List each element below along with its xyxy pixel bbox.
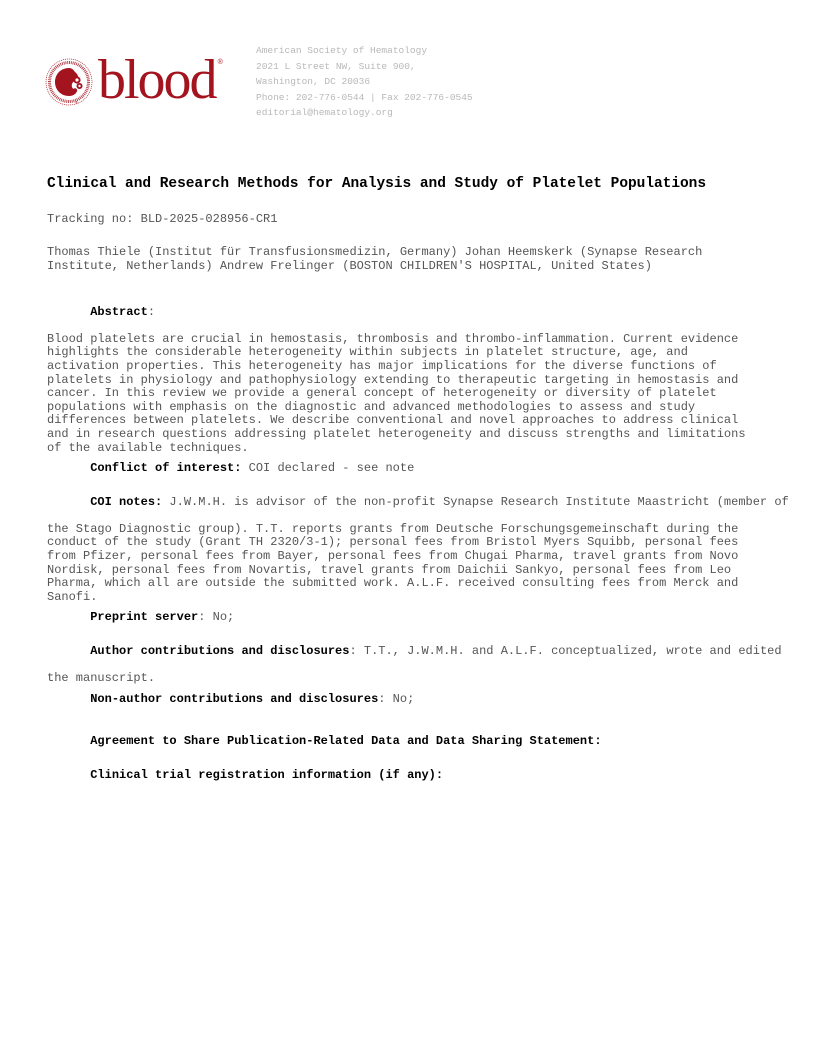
tracking-number-text: Tracking no: BLD-2025-028956-CR1 xyxy=(47,212,278,226)
non-author-contributions-label: Non-author contributions and disclosures xyxy=(90,691,379,706)
author-list xyxy=(47,246,702,273)
preprint-server-value: No; xyxy=(205,609,235,624)
abstract-line: cancer. In this review we provide a general concept of heterogeneity or diversity of platelet xyxy=(47,386,717,401)
coi-notes-line: Pharma, which all are outside the submitted work. A.L.F. received consulting fees from Merck and xyxy=(47,576,739,591)
address-line-phone-fax: Phone: 202-776-0544 | Fax 202-776-0545 xyxy=(256,91,473,103)
address-line-city: Washington, DC 20036 xyxy=(256,76,371,87)
svg-text:®: ® xyxy=(75,100,78,105)
abstract-line: differences between platelets. We describe conventional and novel approaches to address clinical xyxy=(47,413,739,428)
coi-notes-line: from Pfizer, personal fees from Bayer, personal fees from Chugai Pharma, travel grants from Novo xyxy=(47,548,739,563)
abstract-label: Abstract xyxy=(90,304,148,319)
abstract-line: highlights the considerable heterogeneity within subjects in platelet structure, age, and xyxy=(47,345,688,360)
preprint-server-label: Preprint server xyxy=(90,609,199,624)
address-line-street: 2021 L Street NW, Suite 900, xyxy=(256,60,416,72)
blood-journal-logo xyxy=(44,49,240,111)
data-sharing-label: Agreement to Share Publication-Related Data and Data Sharing Statement xyxy=(90,733,595,748)
coi-notes-text: J.W.M.H. is advisor of the non-profit Synapse Research Institute Maastricht (member of xyxy=(162,494,789,509)
abstract-line: platelets in physiology and pathophysiology extending to therapeutic targeting in hemostasis and xyxy=(47,372,739,387)
author-contributions-line: the manuscript. xyxy=(47,670,156,685)
address-line-email[interactable]: editorial@hematology.org xyxy=(256,107,393,118)
abstract-line: activation properties. This heterogeneity has major implications for the diverse functions of xyxy=(47,358,717,373)
clinical-trial-section xyxy=(47,755,443,796)
conflict-of-interest-value: COI declared - see note xyxy=(241,460,415,475)
coi-notes-line: conduct of the study (Grant TH 2320/3-1); personal fees from Bristol Myers Squibb, personal fees xyxy=(47,535,739,550)
abstract-line: populations with emphasis on the diagnostic and advanced methodologies to assess and study xyxy=(47,399,696,414)
conflict-of-interest-label: Conflict of interest: xyxy=(90,460,242,475)
non-author-contributions-value: No; xyxy=(385,691,415,706)
author-contributions-text: T.T., J.W.M.H. and A.L.F. conceptualized, wrote and edited xyxy=(356,643,782,658)
ash-seal-icon xyxy=(44,57,94,107)
author-line: Institute, Netherlands) Andrew Frelinger (BOSTON CHILDREN'S HOSPITAL, United States) xyxy=(47,258,652,273)
coi-notes-line: Sanofi. xyxy=(47,589,98,604)
abstract-line: Blood platelets are crucial in hemostasis, thrombosis and thrombo-inflammation. Current evidence xyxy=(47,331,739,346)
author-contributions-colon: : xyxy=(349,643,357,658)
coi-notes-line: Nordisk, personal fees from Novartis, travel grants from Daichii Sankyo, personal fees from Leo xyxy=(47,562,732,577)
clinical-trial-label: Clinical trial registration information (if any): xyxy=(90,767,444,782)
author-contributions-section xyxy=(47,631,782,685)
abstract-label-colon: : xyxy=(147,304,156,319)
data-sharing-colon: : xyxy=(594,733,602,748)
abstract-line: and in research questions addressing platelet heterogeneity and discuss strengths and limitations xyxy=(47,426,746,441)
author-contributions-label: Author contributions and disclosures xyxy=(90,643,350,658)
manuscript-title: Clinical and Research Methods for Analysis and Study of Platelet Populations xyxy=(47,176,707,192)
abstract-line: of the available techniques. xyxy=(47,440,249,455)
blood-wordmark: blood xyxy=(98,49,216,111)
author-line: Thomas Thiele (Institut für Transfusionsmedizin, Germany) Johan Heemskerk (Synapse Research xyxy=(47,245,703,259)
non-author-contributions-section xyxy=(47,679,414,720)
publisher-address xyxy=(256,43,473,121)
registered-mark: ® xyxy=(217,58,223,66)
address-line-organization: American Society of Hematology xyxy=(256,45,428,56)
preprint-server-colon: : xyxy=(198,609,206,624)
tracking-number xyxy=(47,213,277,227)
coi-notes-label: COI notes: xyxy=(90,494,163,509)
abstract-section xyxy=(47,292,746,455)
non-author-contributions-colon: : xyxy=(378,691,386,706)
coi-notes-line: the Stago Diagnostic group). T.T. reports grants from Deutsche Forschungsgemeinschaft during the xyxy=(47,521,739,536)
coi-notes-section xyxy=(47,482,789,604)
